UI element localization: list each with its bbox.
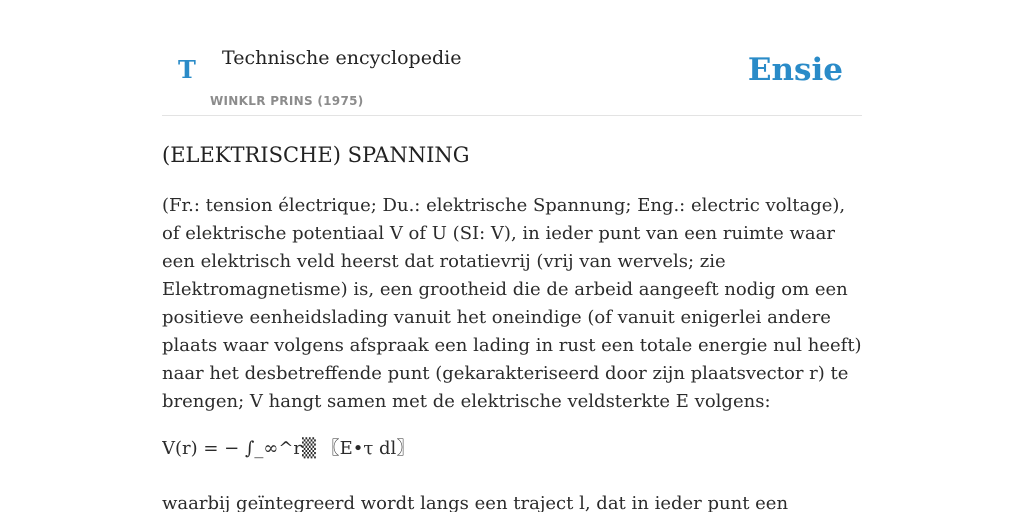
site-logo-icon[interactable]: T (178, 55, 196, 84)
brand-logo-link[interactable]: Ensie (747, 52, 843, 88)
article-title: (ELEKTRISCHE) SPANNING (162, 143, 470, 167)
voltage-formula: V(r) = − ∫_∞^r▒ 〖E•τ dl〗 (162, 438, 415, 459)
site-title[interactable]: Technische encyclopedie (222, 47, 462, 69)
header (162, 0, 862, 116)
source-subtitle: WINKLR PRINS (1975) (210, 94, 364, 108)
article-body: (Fr.: tension électrique; Du.: elektrische Spannung; Eng.: electric voltage), of elektrische potentiaal V of U (SI: V), in ieder punt van een ruimte waar een elektrisch veld heerst dat rotatievrij (vrij van wervels; zie Elektromagnetisme) is, een grootheid die de arbeid aangeeft nodig om een positieve eenheidslading vanuit het oneindige (of vanuit enigerlei andere plaats waar volgens afspraak een lading in rust een totale energie nul heeft) naar het desbetreffende punt (gekarakteriseerd door zijn plaatsvector r) te brengen; V hangt samen met de elektrische veldsterkte E volgens: (162, 195, 862, 412)
article-continuation: waarbij geïntegreerd wordt langs een traject l, dat in ieder punt een (162, 493, 789, 512)
page (162, 0, 862, 512)
